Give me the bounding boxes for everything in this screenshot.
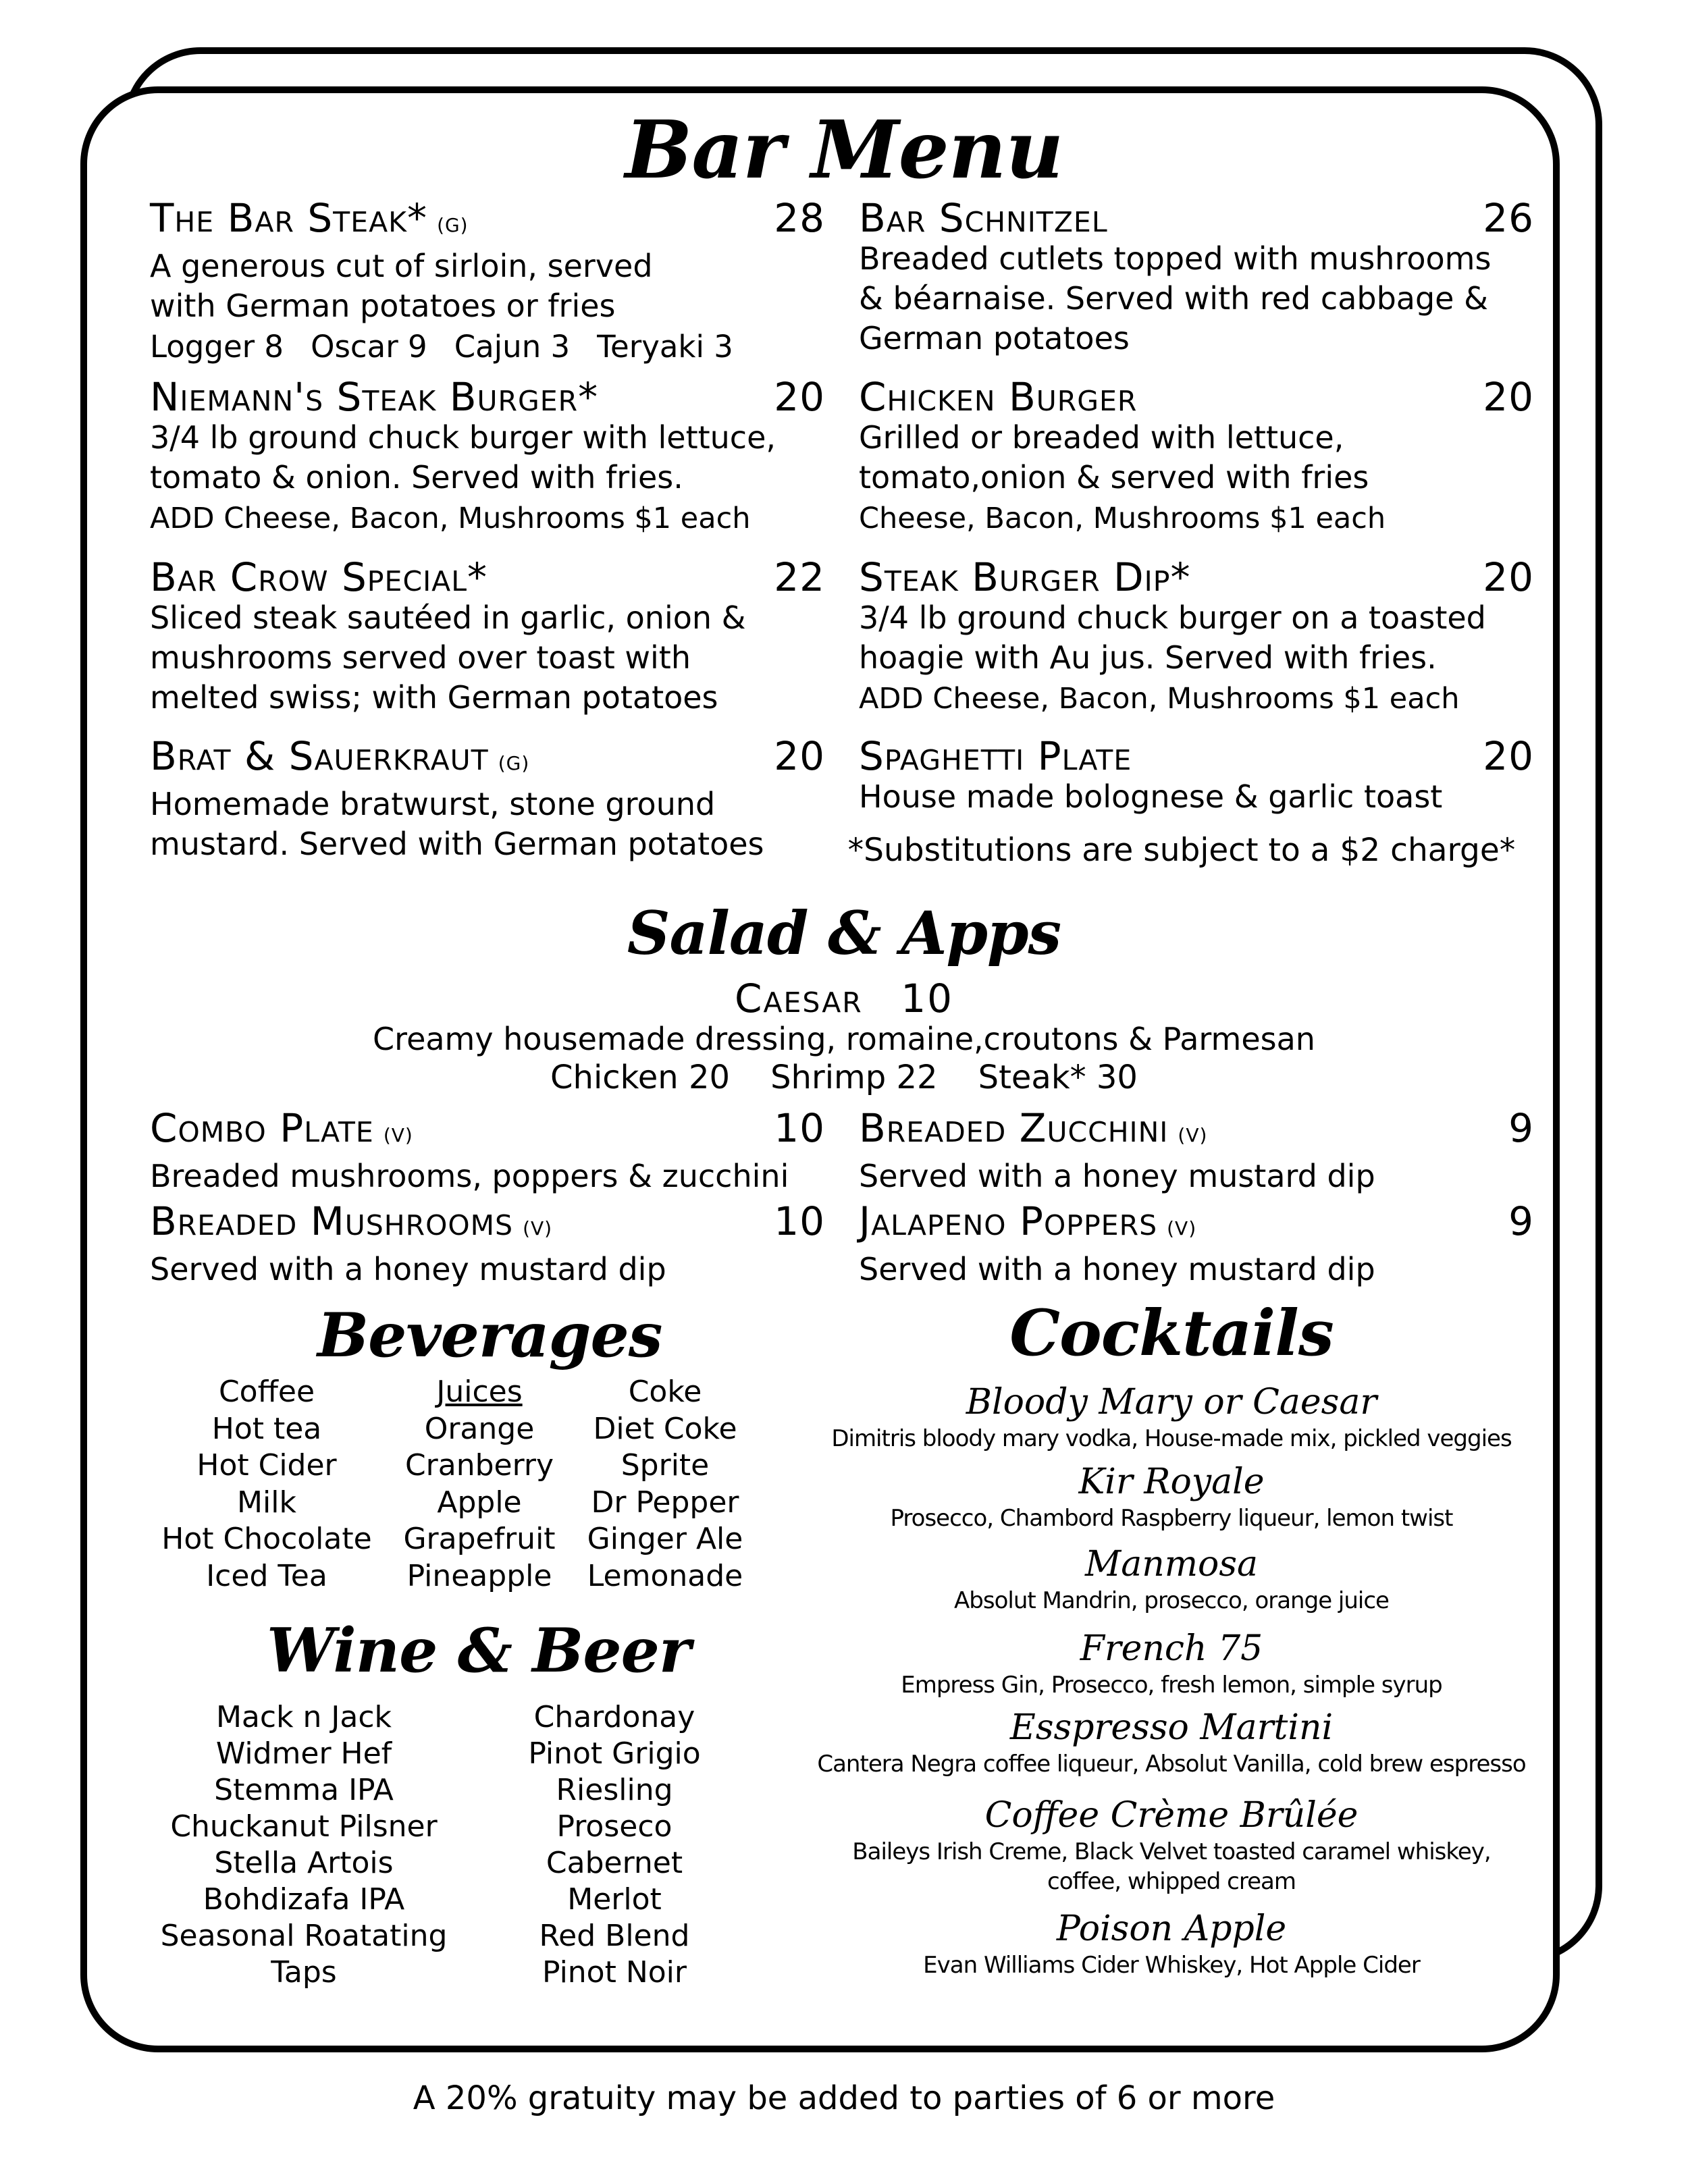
addon: Teryaki 3 bbox=[597, 329, 733, 365]
item-price: 20 bbox=[1483, 374, 1534, 420]
beverage-item: Grapefruit bbox=[403, 1522, 556, 1556]
item-price: 20 bbox=[1483, 554, 1534, 600]
app-item-breaded-zucchini bbox=[859, 1107, 1534, 1196]
cocktail-kir-royale bbox=[790, 1460, 1553, 1533]
item-tag: (V) bbox=[383, 1124, 413, 1146]
item-name: Breaded Zucchini bbox=[859, 1105, 1169, 1151]
wine-item: Cabernet bbox=[546, 1846, 683, 1880]
item-desc: & béarnaise. Served with red cabbage & bbox=[859, 280, 1488, 317]
beer-item: Bohdizafa IPA bbox=[203, 1882, 405, 1917]
cocktail-esspresso-martini bbox=[790, 1706, 1553, 1779]
beer-item: Taps bbox=[271, 1955, 337, 1990]
item-name: Niemann's Steak Burger* bbox=[150, 374, 599, 420]
beverage-item: Lemonade bbox=[587, 1558, 743, 1593]
item-desc: A generous cut of sirloin, served bbox=[150, 248, 653, 284]
substitution-note: *Substitutions are subject to a $2 charge* bbox=[847, 832, 1516, 869]
item-desc: with German potatoes or fries bbox=[150, 288, 616, 324]
item-price: 20 bbox=[774, 374, 825, 420]
item-desc: 3/4 lb ground chuck burger on a toasted bbox=[859, 600, 1486, 636]
caesar-options bbox=[0, 1059, 1688, 1096]
wine-item: Pinot Grigio bbox=[528, 1736, 701, 1771]
menu-item-steak-burger bbox=[150, 376, 825, 539]
beverage-item: Sprite bbox=[621, 1448, 710, 1483]
cocktail-desc: Absolut Mandrin, prosecco, orange juice bbox=[954, 1587, 1389, 1614]
item-price: 20 bbox=[1483, 733, 1534, 779]
menu-item-brat-sauerkraut bbox=[150, 735, 825, 864]
wine-beer-title: Wine & Beer bbox=[267, 1615, 691, 1686]
addon: Cajun 3 bbox=[454, 329, 571, 365]
wine-column bbox=[513, 1699, 716, 1991]
beer-item: Stella Artois bbox=[214, 1846, 394, 1880]
beer-column bbox=[149, 1699, 459, 1991]
item-desc: Breaded mushrooms, poppers & zucchini bbox=[150, 1158, 789, 1194]
beverage-item: Orange bbox=[424, 1411, 535, 1446]
cocktail-poison-apple bbox=[790, 1907, 1553, 1980]
beverage-item: Hot Chocolate bbox=[161, 1522, 372, 1556]
item-name: Spaghetti Plate bbox=[859, 733, 1132, 779]
menu-item-spaghetti-plate bbox=[859, 735, 1534, 817]
beverage-item: Hot tea bbox=[211, 1411, 322, 1446]
item-desc: tomato,onion & served with fries bbox=[859, 459, 1369, 496]
beverages-juice-column bbox=[385, 1374, 574, 1595]
beverage-item: Ginger Ale bbox=[587, 1522, 743, 1556]
menu-item-bar-crow-special bbox=[150, 556, 825, 718]
item-desc: Served with a honey mustard dip bbox=[859, 1251, 1375, 1287]
cocktail-desc: Empress Gin, Prosecco, fresh lemon, simple syrup bbox=[901, 1672, 1442, 1699]
beverage-item: Diet Coke bbox=[593, 1411, 737, 1446]
beverages-soda-column bbox=[574, 1374, 756, 1595]
wine-item: Red Blend bbox=[539, 1919, 690, 1953]
salad-apps-title: Salad & Apps bbox=[627, 898, 1061, 968]
item-desc: German potatoes bbox=[859, 320, 1130, 356]
caesar-option: Shrimp 22 bbox=[770, 1059, 938, 1096]
beverage-item: Iced Tea bbox=[206, 1558, 327, 1593]
item-name: Bar Schnitzel bbox=[859, 195, 1108, 241]
beer-item: Mack n Jack bbox=[215, 1700, 392, 1734]
cocktail-desc: coffee, whipped cream bbox=[1047, 1868, 1296, 1895]
item-price: 22 bbox=[774, 554, 825, 600]
caesar-option: Chicken 20 bbox=[550, 1059, 731, 1096]
addon: Oscar 9 bbox=[311, 329, 427, 365]
item-desc: Grilled or breaded with lettuce, bbox=[859, 419, 1344, 456]
cocktails-title: Cocktails bbox=[1009, 1296, 1334, 1370]
addon: Logger 8 bbox=[150, 329, 284, 365]
juices-header: Juices bbox=[436, 1375, 523, 1409]
cocktail-name: Coffee Crème Brûlée bbox=[984, 1795, 1359, 1836]
item-price: 28 bbox=[774, 195, 825, 241]
wine-item: Merlot bbox=[567, 1882, 662, 1917]
item-price: 9 bbox=[1508, 1198, 1534, 1244]
beverage-item: Coke bbox=[628, 1375, 702, 1409]
item-desc: mustard. Served with German potatoes bbox=[150, 826, 764, 862]
beer-item: Stemma IPA bbox=[214, 1773, 394, 1807]
item-price: 20 bbox=[774, 733, 825, 779]
app-item-combo-plate bbox=[150, 1107, 825, 1196]
cocktail-name: Manmosa bbox=[1084, 1544, 1259, 1584]
wine-item: Proseco bbox=[556, 1809, 672, 1844]
beverage-item: Milk bbox=[237, 1485, 296, 1520]
item-name: Brat & Sauerkraut bbox=[150, 733, 489, 779]
item-name: The Bar Steak* bbox=[150, 195, 428, 241]
menu-title: Bar Menu bbox=[625, 103, 1063, 196]
beverage-item: Pineapple bbox=[406, 1558, 552, 1593]
item-desc: hoagie with Au jus. Served with fries. bbox=[859, 639, 1437, 676]
item-tag: (V) bbox=[1178, 1124, 1208, 1146]
item-addon-line: ADD Cheese, Bacon, Mushrooms $1 each bbox=[859, 682, 1460, 716]
cocktail-name: Poison Apple bbox=[1056, 1909, 1287, 1949]
caesar-name: Caesar bbox=[734, 976, 863, 1021]
beverage-item: Hot Cider bbox=[196, 1448, 337, 1483]
caesar-desc: Creamy housemade dressing, romaine,croutons & Parmesan bbox=[373, 1021, 1315, 1057]
menu-item-chicken-burger bbox=[859, 376, 1534, 539]
item-name: Bar Crow Special* bbox=[150, 554, 488, 600]
item-name: Jalapeno Poppers bbox=[859, 1198, 1158, 1244]
cocktail-name: Kir Royale bbox=[1078, 1462, 1265, 1502]
beverage-item: Apple bbox=[437, 1485, 522, 1520]
cocktail-french-75 bbox=[790, 1627, 1553, 1700]
item-desc: Sliced steak sautéed in garlic, onion & bbox=[150, 600, 746, 636]
item-desc: Served with a honey mustard dip bbox=[859, 1158, 1375, 1194]
beverage-item: Dr Pepper bbox=[591, 1485, 739, 1520]
item-name: Chicken Burger bbox=[859, 374, 1138, 420]
caesar-option: Steak* 30 bbox=[978, 1059, 1138, 1096]
cocktail-name: Esspresso Martini bbox=[1009, 1707, 1334, 1748]
item-addons bbox=[150, 326, 825, 368]
item-desc: Breaded cutlets topped with mushrooms bbox=[859, 240, 1492, 277]
wine-item: Pinot Noir bbox=[542, 1955, 687, 1990]
item-price: 9 bbox=[1508, 1105, 1534, 1151]
menu-item-steak-burger-dip bbox=[859, 556, 1534, 720]
app-item-jalapeno-poppers bbox=[859, 1200, 1534, 1289]
item-desc: melted swiss; with German potatoes bbox=[150, 679, 718, 716]
beer-item: Chuckanut Pilsner bbox=[170, 1809, 438, 1844]
item-tag: (V) bbox=[523, 1217, 553, 1240]
item-desc: Served with a honey mustard dip bbox=[150, 1251, 666, 1287]
cocktail-bloody-mary bbox=[790, 1381, 1553, 1454]
app-item-breaded-mushrooms bbox=[150, 1200, 825, 1289]
beverages-title: Beverages bbox=[317, 1300, 662, 1371]
wine-item: Chardonay bbox=[533, 1700, 695, 1734]
beverage-item: Cranberry bbox=[404, 1448, 554, 1483]
beer-item: Seasonal Roatating bbox=[160, 1919, 448, 1953]
gratuity-footer: A 20% gratuity may be added to parties of 6 or more bbox=[413, 2079, 1275, 2117]
cocktail-desc: Cantera Negra coffee liqueur, Absolut Vanilla, cold brew espresso bbox=[817, 1751, 1526, 1778]
cocktail-desc: Evan Williams Cider Whiskey, Hot Apple Cider bbox=[923, 1952, 1420, 1979]
item-tag: (G) bbox=[437, 214, 469, 236]
item-desc: House made bolognese & garlic toast bbox=[859, 778, 1443, 815]
item-desc: mushrooms served over toast with bbox=[150, 639, 691, 676]
item-name: Steak Burger Dip* bbox=[859, 554, 1191, 600]
cocktail-name: Bloody Mary or Caesar bbox=[966, 1382, 1377, 1422]
item-price: 10 bbox=[774, 1198, 825, 1244]
item-addon-line: Cheese, Bacon, Mushrooms $1 each bbox=[859, 502, 1386, 535]
beverage-item: Coffee bbox=[218, 1375, 315, 1409]
cocktail-name: French 75 bbox=[1080, 1628, 1263, 1669]
item-desc: tomato & onion. Served with fries. bbox=[150, 459, 683, 496]
cocktail-manmosa bbox=[790, 1543, 1553, 1616]
item-tag: (V) bbox=[1167, 1217, 1197, 1240]
item-price: 26 bbox=[1483, 195, 1534, 241]
item-name: Breaded Mushrooms bbox=[150, 1198, 514, 1244]
item-tag: (G) bbox=[498, 752, 530, 774]
cocktail-desc: Baileys Irish Creme, Black Velvet toasted caramel whiskey, bbox=[852, 1838, 1491, 1865]
item-addon-line: ADD Cheese, Bacon, Mushrooms $1 each bbox=[150, 502, 751, 535]
item-desc: Homemade bratwurst, stone ground bbox=[150, 786, 716, 822]
menu-item-bar-steak bbox=[150, 197, 825, 368]
menu-item-bar-schnitzel bbox=[859, 197, 1534, 358]
cocktail-coffee-creme-brulee bbox=[790, 1794, 1553, 1896]
wine-item: Riesling bbox=[556, 1773, 673, 1807]
item-price: 10 bbox=[774, 1105, 825, 1151]
caesar-price: 10 bbox=[901, 976, 954, 1021]
item-name: Combo Plate bbox=[150, 1105, 374, 1151]
cocktail-desc: Dimitris bloody mary vodka, House-made mix, pickled veggies bbox=[831, 1425, 1512, 1452]
beer-item: Widmer Hef bbox=[215, 1736, 392, 1771]
item-desc: 3/4 lb ground chuck burger with lettuce, bbox=[150, 419, 776, 456]
beverages-hot-column bbox=[149, 1374, 385, 1595]
cocktail-desc: Prosecco, Chambord Raspberry liqueur, lemon twist bbox=[890, 1505, 1453, 1532]
caesar-heading bbox=[0, 976, 1688, 1021]
